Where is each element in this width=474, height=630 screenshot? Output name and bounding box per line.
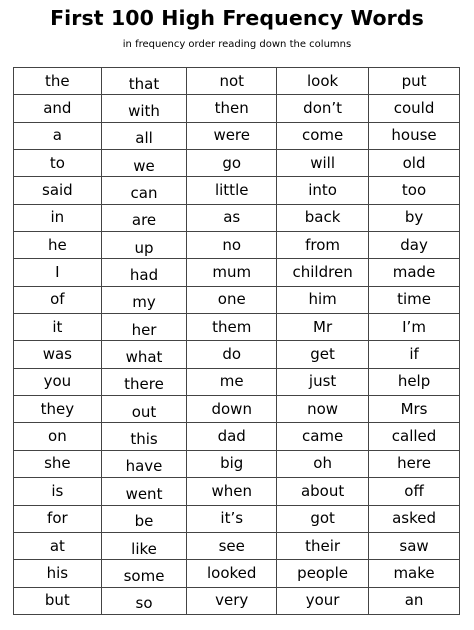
word-cell	[14, 95, 102, 122]
word: were	[213, 126, 250, 145]
word: them	[212, 317, 252, 336]
word: about	[300, 481, 345, 500]
table-row	[14, 122, 460, 149]
word-cell	[14, 341, 102, 368]
word-cell	[187, 341, 277, 368]
word-cell	[187, 95, 277, 122]
word: is	[51, 481, 64, 500]
word-cell	[101, 478, 187, 505]
word: then	[214, 99, 249, 118]
word-cell	[277, 478, 369, 505]
word-cell	[369, 314, 460, 341]
word: was	[42, 345, 72, 364]
word-cell	[14, 505, 102, 532]
word-cell	[277, 314, 369, 341]
word: asked	[392, 509, 436, 528]
word: here	[397, 454, 431, 473]
word: now	[307, 399, 339, 418]
table-row	[14, 368, 460, 395]
word-cell	[369, 177, 460, 204]
table-row	[14, 532, 460, 559]
word: don’t	[303, 99, 343, 118]
word-cell	[101, 450, 187, 477]
word: some	[123, 566, 165, 585]
word: made	[392, 263, 436, 282]
word-cell	[14, 423, 102, 450]
word-cell	[369, 396, 460, 423]
table-row	[14, 478, 460, 505]
word-cell	[187, 587, 277, 614]
word-cell	[101, 341, 187, 368]
word-cell	[101, 286, 187, 313]
word: by	[404, 208, 424, 227]
word: it’s	[220, 509, 244, 528]
word: there	[124, 375, 164, 394]
word-cell	[101, 68, 187, 95]
word-cell	[277, 450, 369, 477]
word-cell	[101, 150, 187, 177]
word: an	[404, 591, 424, 610]
word: you	[43, 372, 72, 391]
word: day	[400, 235, 428, 254]
word: put	[401, 71, 427, 90]
word: what	[125, 348, 163, 367]
word-cell	[187, 532, 277, 559]
word-cell	[369, 560, 460, 587]
word-cell	[369, 505, 460, 532]
word-cell	[277, 396, 369, 423]
table-row	[14, 341, 460, 368]
word: into	[308, 181, 337, 200]
word: as	[223, 208, 241, 227]
word-cell	[187, 259, 277, 286]
word-cell	[277, 587, 369, 614]
word: your	[305, 591, 340, 610]
table-row	[14, 587, 460, 614]
word-cell	[14, 286, 102, 313]
table-row	[14, 505, 460, 532]
word-cell	[14, 478, 102, 505]
table-row	[14, 150, 460, 177]
word-cell	[369, 286, 460, 313]
word-cell	[187, 478, 277, 505]
word: be	[134, 512, 154, 531]
word-cell	[14, 150, 102, 177]
word-cell	[187, 450, 277, 477]
word: Mr	[313, 317, 333, 336]
word-cell	[14, 450, 102, 477]
word: very	[215, 591, 249, 610]
word: get	[310, 345, 335, 364]
word: had	[129, 266, 159, 285]
page-title: First 100 High Frequency Words	[50, 6, 424, 30]
table-row	[14, 204, 460, 231]
word: down	[211, 399, 252, 418]
word: of	[50, 290, 65, 309]
word-cell	[277, 532, 369, 559]
word-cell	[101, 368, 187, 395]
word-cell	[277, 150, 369, 177]
word: got	[310, 509, 335, 528]
word: a	[52, 126, 62, 145]
word: it	[52, 317, 63, 336]
word: in	[50, 208, 65, 227]
word-table-body	[14, 68, 460, 615]
word: back	[304, 208, 341, 227]
word-cell	[14, 314, 102, 341]
word-cell	[101, 532, 187, 559]
word-cell	[187, 314, 277, 341]
word-cell	[369, 478, 460, 505]
word: make	[393, 563, 435, 582]
word-cell	[14, 204, 102, 231]
word-cell	[14, 232, 102, 259]
word: for	[47, 509, 68, 528]
word-cell	[187, 150, 277, 177]
word: mum	[212, 263, 252, 282]
word: are	[131, 211, 157, 230]
word: up	[134, 238, 154, 257]
word: old	[402, 153, 426, 172]
word-cell	[277, 95, 369, 122]
word-cell	[187, 396, 277, 423]
word: her	[131, 320, 157, 339]
word: out	[131, 402, 157, 421]
word-cell	[369, 122, 460, 149]
word-cell	[187, 122, 277, 149]
word: will	[310, 153, 335, 172]
word: him	[308, 290, 337, 309]
word-cell	[101, 204, 187, 231]
word: me	[219, 372, 244, 391]
word-cell	[101, 259, 187, 286]
word: go	[222, 153, 242, 172]
word: they	[40, 399, 75, 418]
word-cell	[369, 259, 460, 286]
table-row	[14, 232, 460, 259]
word-cell	[277, 232, 369, 259]
word: people	[297, 563, 349, 582]
word: she	[44, 454, 71, 473]
word-cell	[14, 368, 102, 395]
word-cell	[101, 587, 187, 614]
table-row	[14, 68, 460, 95]
word: to	[49, 153, 65, 172]
word-cell	[369, 204, 460, 231]
word-cell	[277, 341, 369, 368]
word-cell	[277, 368, 369, 395]
word-table	[13, 67, 460, 615]
word-cell	[14, 122, 102, 149]
word-cell	[369, 532, 460, 559]
word-cell	[101, 95, 187, 122]
word-cell	[187, 423, 277, 450]
table-row	[14, 423, 460, 450]
word-cell	[187, 204, 277, 231]
word: like	[131, 539, 157, 558]
word: too	[401, 181, 427, 200]
word-cell	[101, 560, 187, 587]
word-cell	[14, 259, 102, 286]
word-cell	[101, 232, 187, 259]
word-cell	[187, 368, 277, 395]
word-cell	[277, 286, 369, 313]
table-row	[14, 396, 460, 423]
word: see	[218, 536, 245, 555]
word: no	[222, 235, 242, 254]
word-cell	[277, 505, 369, 532]
word-cell	[369, 341, 460, 368]
word: I’m	[402, 317, 426, 336]
table-row	[14, 259, 460, 286]
word-cell	[187, 232, 277, 259]
word-cell	[277, 560, 369, 587]
word: off	[404, 481, 424, 500]
table-row	[14, 286, 460, 313]
word: the	[45, 71, 70, 90]
word-cell	[277, 68, 369, 95]
table-row	[14, 560, 460, 587]
word-cell	[369, 68, 460, 95]
word: this	[130, 430, 158, 449]
word: help	[397, 372, 431, 391]
word: dad	[217, 427, 246, 446]
word: looked	[207, 563, 257, 582]
word: at	[49, 536, 65, 555]
table-row	[14, 177, 460, 204]
table-row	[14, 95, 460, 122]
table-row	[14, 314, 460, 341]
word: from	[305, 235, 341, 254]
word: have	[125, 457, 163, 476]
word-cell	[369, 450, 460, 477]
word: little	[214, 181, 249, 200]
word: and	[43, 99, 72, 118]
word-cell	[14, 68, 102, 95]
word: children	[292, 263, 353, 282]
word-cell	[14, 587, 102, 614]
word: said	[42, 181, 73, 200]
word: time	[397, 290, 431, 309]
word: can	[130, 184, 158, 203]
word: oh	[313, 454, 332, 473]
word-cell	[14, 532, 102, 559]
word-cell	[277, 259, 369, 286]
word-cell	[187, 505, 277, 532]
word-cell	[14, 177, 102, 204]
word-cell	[369, 232, 460, 259]
word: his	[46, 563, 69, 582]
word-cell	[101, 505, 187, 532]
word: house	[391, 126, 437, 145]
word-cell	[277, 204, 369, 231]
word: came	[301, 427, 344, 446]
word-cell	[187, 286, 277, 313]
word-cell	[369, 587, 460, 614]
word-cell	[277, 122, 369, 149]
word: not	[219, 71, 245, 90]
word: just	[308, 372, 337, 391]
word-cell	[187, 177, 277, 204]
word: all	[135, 129, 153, 148]
word: he	[47, 235, 67, 254]
word-cell	[187, 68, 277, 95]
word: their	[305, 536, 341, 555]
word-cell	[14, 560, 102, 587]
page-subtitle: in frequency order reading down the columns	[122, 39, 352, 50]
word: went	[125, 484, 163, 503]
word: look	[307, 71, 339, 90]
word-cell	[101, 122, 187, 149]
word: one	[217, 290, 246, 309]
word-cell	[101, 423, 187, 450]
word-cell	[14, 396, 102, 423]
word: so	[135, 594, 153, 613]
word-cell	[369, 95, 460, 122]
word: saw	[399, 536, 429, 555]
word: I	[55, 263, 60, 282]
word: on	[48, 427, 67, 446]
word: could	[393, 99, 435, 118]
word: but	[44, 591, 70, 610]
word: my	[132, 293, 156, 312]
word: when	[211, 481, 252, 500]
word-cell	[277, 423, 369, 450]
word: we	[133, 156, 155, 175]
word-cell	[101, 177, 187, 204]
word: do	[222, 345, 242, 364]
word: Mrs	[400, 399, 428, 418]
word-cell	[187, 560, 277, 587]
word: come	[301, 126, 344, 145]
word-cell	[277, 177, 369, 204]
word: called	[391, 427, 437, 446]
word-cell	[101, 396, 187, 423]
word: big	[220, 454, 244, 473]
word-cell	[369, 150, 460, 177]
word-cell	[369, 368, 460, 395]
word-cell	[101, 314, 187, 341]
word: if	[409, 345, 419, 364]
table-row	[14, 450, 460, 477]
word-cell	[369, 423, 460, 450]
word: with	[128, 102, 160, 121]
word: that	[128, 74, 160, 93]
